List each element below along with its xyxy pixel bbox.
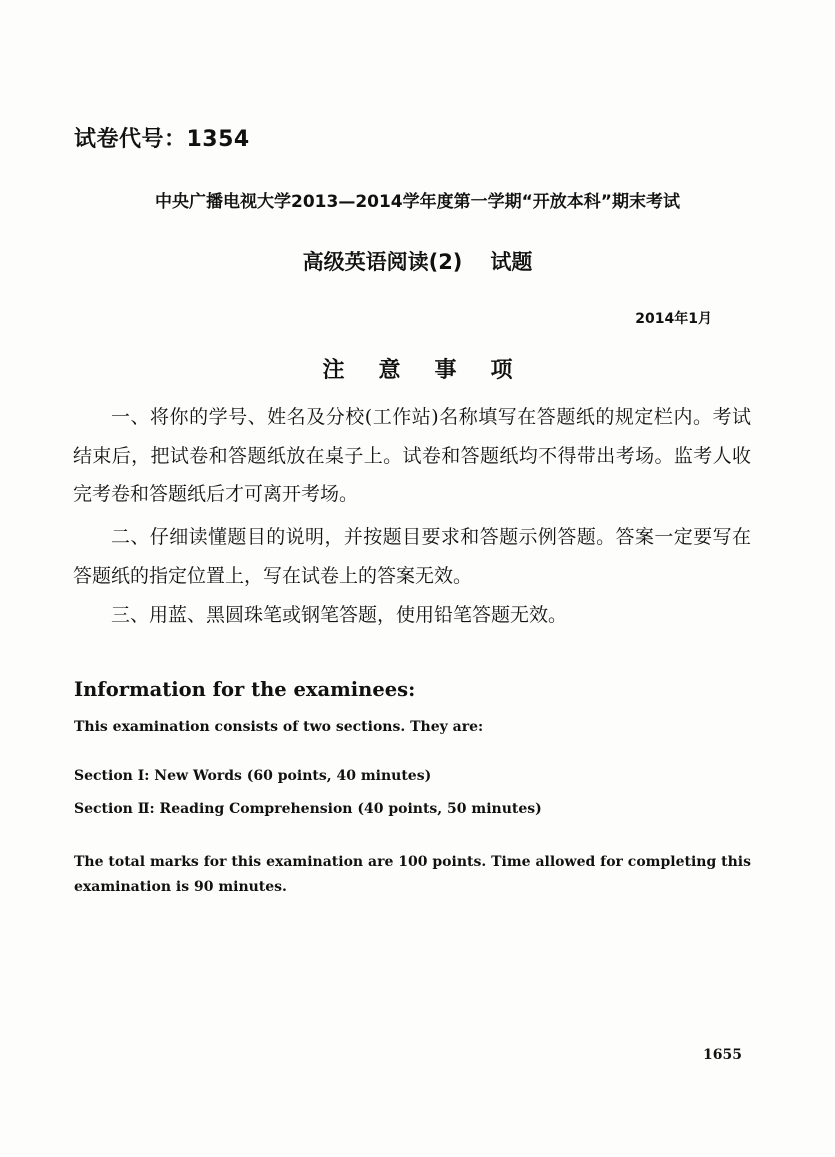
exam-date: 2014年1月: [635, 311, 712, 327]
paper-title-suffix: 试题: [490, 250, 533, 274]
notice-item-3: 三、用蓝、黑圆珠笔或钢笔答题，使用铅笔答题无效。: [111, 604, 568, 626]
exam-title-line: 中央广播电视大学2013—2014学年度第一学期“开放本科”期末考试: [155, 192, 680, 212]
paper-code: 试卷代号：1354: [74, 127, 250, 152]
page-number: 1655: [703, 1047, 742, 1063]
notice-item-1: 一、将你的学号、姓名及分校(工作站)名称填写在答题纸的规定栏内。考试结束后，把试卷和答题纸放在桌子上。试卷和答题纸均不得带出考场。监考人收完考卷和答题纸后才可离开考场。: [73, 406, 751, 505]
info-consists: This examination consists of two sections. They are:: [74, 719, 484, 735]
total-marks-text: The total marks for this examination are 100 points. Time allowed for completing this examination is 90 minutes.: [74, 854, 751, 895]
notice-item-2: 二、仔细读懂题目的说明，并按题目要求和答题示例答题。答案一定要写在答题纸的指定位置上，写在试卷上的答案无效。: [73, 526, 751, 587]
paper-title: [0, 246, 835, 276]
section-2-line: Section Ⅱ: Reading Comprehension (40 points, 50 minutes): [74, 801, 542, 817]
section-1-line: Section Ⅰ: New Words (60 points, 40 minutes): [74, 768, 432, 784]
notice-heading: 注意事项: [322, 358, 547, 383]
paper-title-main: 高级英语阅读(2): [302, 250, 463, 274]
info-heading: Information for the examinees:: [74, 678, 416, 701]
